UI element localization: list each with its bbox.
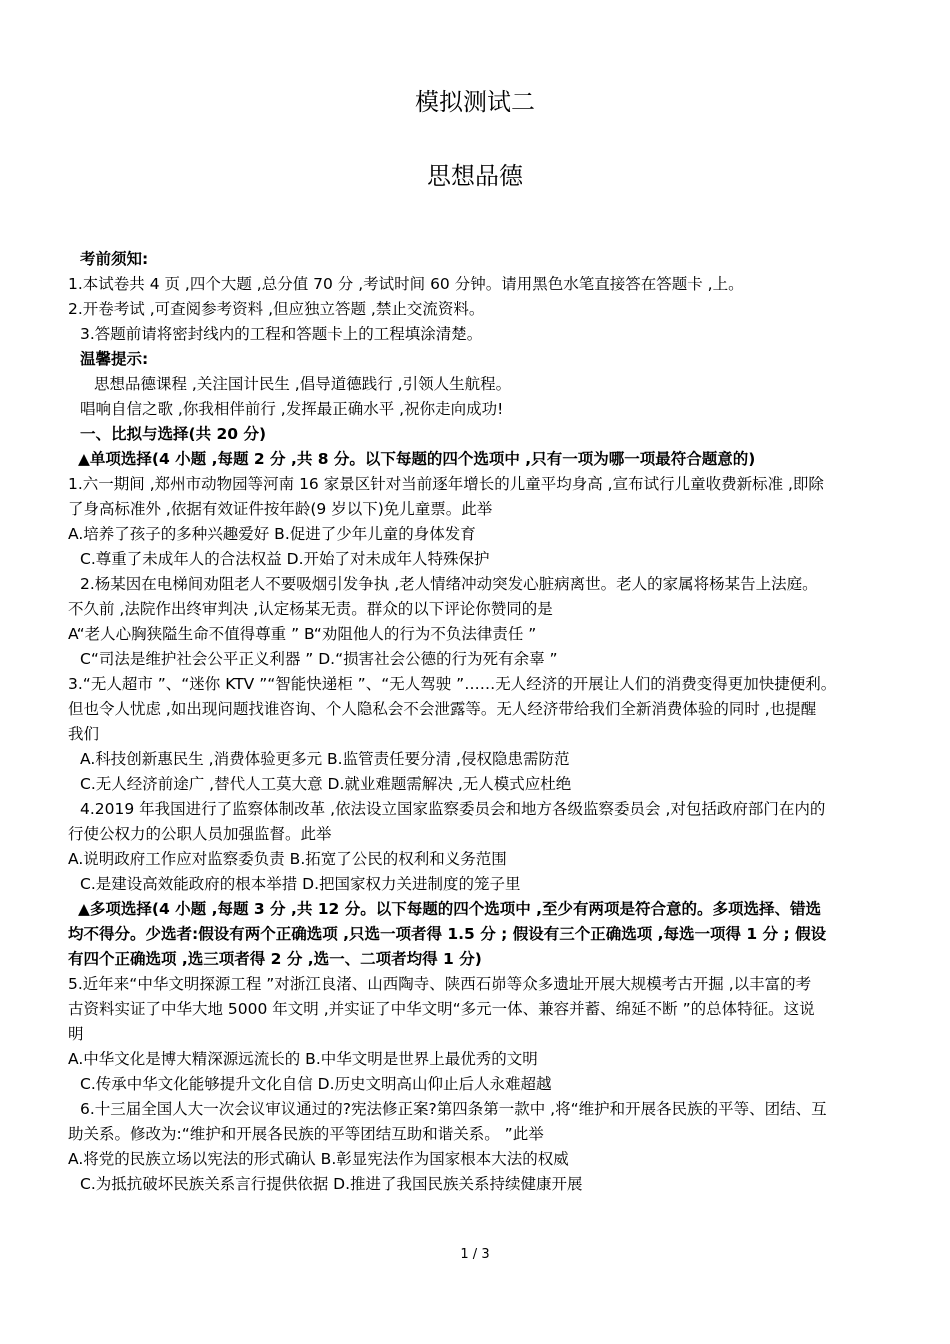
notice-item: 3.答题前请将密封线内的工程和答题卡上的工程填涂清楚。: [80, 325, 483, 343]
multi-choice-instruction: ▲多项选择(4 小题 ,每题 3 分 ,共 12 分。以下每题的四个选项中 ,至少有两项是符合意的。多项选择、错选: [78, 900, 821, 918]
question-options: C.尊重了未成年人的合法权益 D.开始了对未成年人特殊保护: [80, 550, 490, 568]
question-text: 行使公权力的公职人员加强监督。此举: [68, 825, 332, 843]
question-options: C“司法是维护社会公平正义利器 ” D.“损害社会公德的行为死有余辜 ”: [80, 650, 558, 668]
question-text: 不久前 ,法院作出终审判决 ,认定杨某无责。群众的以下评论你赞同的是: [68, 600, 553, 618]
question-text: 了身高标准外 ,依据有效证件按年龄(9 岁以下)免儿童票。此举: [68, 500, 493, 518]
page-subtitle: 思想品德: [427, 162, 523, 190]
tips-line: 唱响自信之歌 ,你我相伴前行 ,发挥最正确水平 ,祝你走向成功!: [80, 400, 504, 418]
question-options: A.科技创新惠民生 ,消费体验更多元 B.监管责任要分清 ,侵权隐患需防范: [80, 750, 570, 768]
question-text: 助关系。修改为:“维护和开展各民族的平等团结互助和谐关系。 ”此举: [68, 1125, 544, 1143]
section-heading: 一、比拟与选择(共 20 分): [80, 425, 267, 443]
question-text: 2.杨某因在电梯间劝阻老人不要吸烟引发争执 ,老人情绪冲动突发心脏病离世。老人的家属将杨某告上法庭。: [80, 575, 818, 593]
question-options: C.传承中华文化能够提升文化自信 D.历史文明高山仰止后人永难超越: [80, 1075, 552, 1093]
question-text: 3.“无人超市 ”、“迷你 KTV ”“智能快递柜 ”、“无人驾驶 ”……无人经济的开展让人们的消费变得更加快捷便利。: [68, 675, 837, 693]
multi-choice-instruction: 均不得分。少选者:假设有两个正确选项 ,只选一项者得 1.5 分 ; 假设有三个正确选项 ,每选一项得 1 分 ; 假设: [68, 925, 827, 943]
question-options: C.为抵抗破坏民族关系言行提供依据 D.推进了我国民族关系持续健康开展: [80, 1175, 583, 1193]
question-options: C.是建设高效能政府的根本举措 D.把国家权力关进制度的笼子里: [80, 875, 521, 893]
question-options: C.无人经济前途广 ,替代人工莫大意 D.就业难题需解决 ,无人模式应杜绝: [80, 775, 572, 793]
question-text: 我们: [68, 725, 100, 743]
page-title: 模拟测试二: [415, 88, 535, 116]
notice-heading: 考前须知:: [80, 250, 149, 268]
question-options: A.说明政府工作应对监察委负责 B.拓宽了公民的权利和义务范围: [68, 850, 507, 868]
question-options: A.培养了孩子的多种兴趣爱好 B.促进了少年儿童的身体发育: [68, 525, 476, 543]
question-text: 4.2019 年我国进行了监察体制改革 ,依法设立国家监察委员会和地方各级监察委员会 ,对包括政府部门在内的: [80, 800, 826, 818]
notice-item: 2.开卷考试 ,可查阅参考资料 ,但应独立答题 ,禁止交流资料。: [68, 300, 485, 318]
single-choice-instruction: ▲单项选择(4 小题 ,每题 2 分 ,共 8 分。以下每题的四个选项中 ,只有一项为哪一项最符合题意的): [78, 450, 756, 468]
question-text: 5.近年来“中华文明探源工程 ”对浙江良渚、山西陶寺、陕西石峁等众多遗址开展大规模考古开掘 ,以丰富的考: [68, 975, 812, 993]
question-text: 但也令人忧虑 ,如出现问题找谁咨询、个人隐私会不会泄露等。无人经济带给我们全新消费体验的同时 ,也提醒: [68, 700, 817, 718]
question-text: 6.十三届全国人大一次会议审议通过的?宪法修正案?第四条第一款中 ,将“维护和开展各民族的平等、团结、互: [80, 1100, 827, 1118]
question-options: A“老人心胸狭隘生命不值得尊重 ” B“劝阻他人的行为不负法律责任 ”: [68, 625, 537, 643]
question-text: 古资料实证了中华大地 5000 年文明 ,并实证了中华文明“多元一体、兼容并蓄、绵延不断 ”的总体特征。这说: [68, 1000, 815, 1018]
page-number: 1 / 3: [460, 1247, 490, 1262]
tips-line: 思想品德课程 ,关注国计民生 ,倡导道德践行 ,引领人生航程。: [94, 375, 512, 393]
question-text: 1.六一期间 ,郑州市动物园等河南 16 家景区针对当前逐年增长的儿童平均身高 ,宣布试行儿童收费新标准 ,即除: [68, 475, 824, 493]
tips-heading: 温馨提示:: [80, 350, 149, 368]
question-options: A.将党的民族立场以宪法的形式确认 B.彰显宪法作为国家根本大法的权威: [68, 1150, 569, 1168]
question-text: 明: [68, 1025, 84, 1043]
notice-item: 1.本试卷共 4 页 ,四个大题 ,总分值 70 分 ,考试时间 60 分钟。请用黑色水笔直接答在答题卡 ,上。: [68, 275, 744, 293]
multi-choice-instruction: 有四个正确选项 ,选三项者得 2 分 ,选一、二项者均得 1 分): [68, 950, 482, 968]
question-options: A.中华文化是博大精深源远流长的 B.中华文明是世界上最优秀的文明: [68, 1050, 538, 1068]
